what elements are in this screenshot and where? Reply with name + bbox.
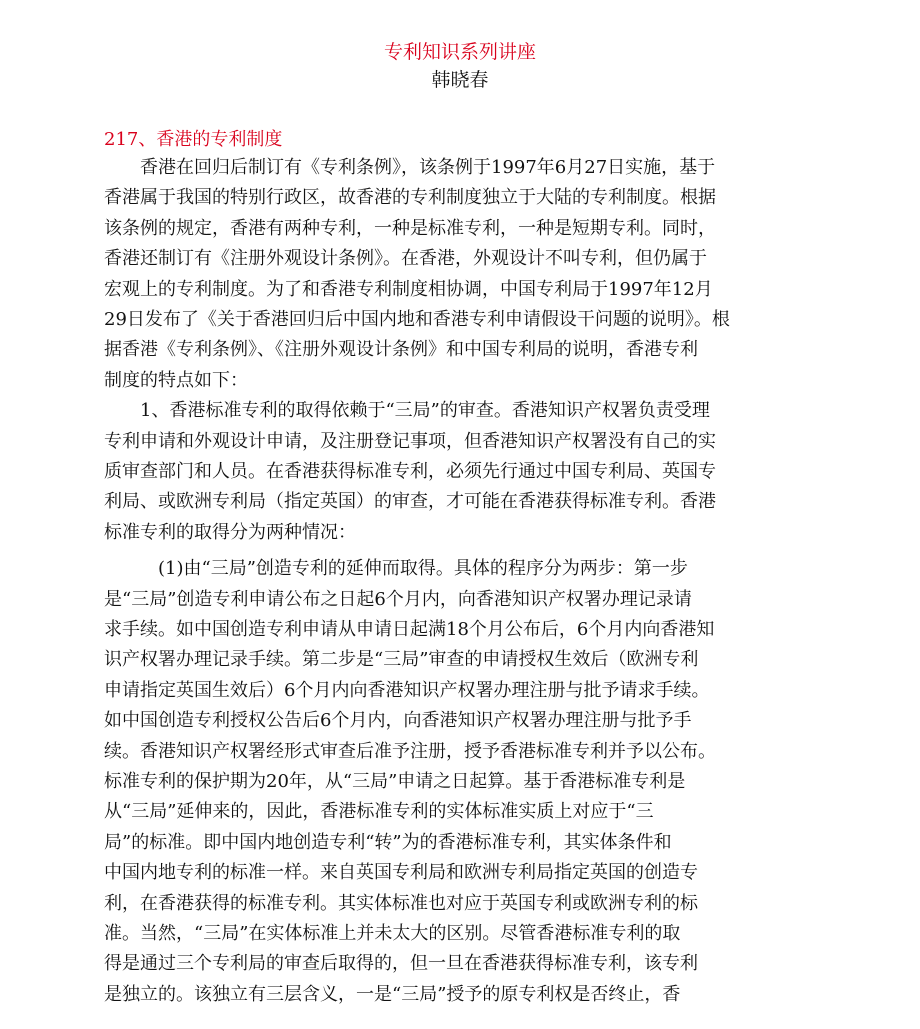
body-line: (1)由“三局”创造专利的延伸而取得。具体的程序分为两步：第一步 (104, 558, 688, 579)
body-line: 局”的标准。即中国内地创造专利“转”为的香港标准专利，其实体条件和 (104, 832, 672, 853)
body-line: 申请指定英国生效后）6个月内向香港知识产权署办理注册与批予请求手续。 (104, 680, 710, 701)
body-line: 从“三局”延伸来的，因此，香港标准专利的实体标准实质上对应于“三 (104, 801, 654, 822)
body-line: 据香港《专利条例》、《注册外观设计条例》和中国专利局的说明，香港专利 (104, 339, 698, 360)
body-line: 标准专利的取得分为两种情况： (104, 522, 356, 543)
body-line: 求手续。如中国创造专利申请从申请日起满18个月公布后，6个月内向香港知 (104, 619, 715, 640)
body-line: 制度的特点如下： (104, 370, 248, 391)
document-title: 专利知识系列讲座 (383, 41, 536, 63)
body-line: 如中国创造专利授权公告后6个月内，向香港知识产权署办理注册与批予手 (104, 710, 692, 731)
document-author: 韩晓春 (431, 69, 489, 91)
body-line: 香港属于我国的特别行政区，故香港的专利制度独立于大陆的专利制度。根据 (104, 187, 716, 208)
body-line: 香港在回归后制订有《专利条例》，该条例于1997年6月27日实施，基于 (104, 157, 716, 178)
body-line: 是“三局”创造专利申请公布之日起6个月内，向香港知识产权署办理记录请 (104, 589, 692, 610)
body-line: 该条例的规定，香港有两种专利，一种是标准专利，一种是短期专利。同时， (104, 218, 716, 239)
body-line: 宏观上的专利制度。为了和香港专利制度相协调，中国专利局于1997年12月 (104, 279, 713, 300)
section-heading: 217、香港的专利制度 (104, 129, 283, 150)
body-line: 29日发布了《关于香港回归后中国内地和香港专利申请假设干问题的说明》。根 (104, 309, 730, 330)
body-line: 专利申请和外观设计申请，及注册登记事项，但香港知识产权署没有自己的实 (104, 431, 716, 452)
body-line: 续。香港知识产权署经形式审查后准予注册，授予香港标准专利并予以公布。 (104, 741, 716, 762)
body-line: 香港还制订有《注册外观设计条例》。在香港，外观设计不叫专利，但仍属于 (104, 248, 707, 269)
body-line: 识产权署办理记录手续。第二步是“三局”审查的申请授权生效后（欧洲专利 (104, 649, 699, 670)
body-line: 中国内地专利的标准一样。来自英国专利局和欧洲专利局指定英国的创造专 (104, 862, 698, 883)
body-line: 质审查部门和人员。在香港获得标准专利，必须先行通过中国专利局、英国专 (104, 461, 716, 482)
body-line: 是独立的。该独立有三层含义，一是“三局”授予的原专利权是否终止，香 (104, 984, 681, 1005)
body-line: 准。当然，“三局”在实体标准上并未太大的区别。尽管香港标准专利的取 (104, 923, 681, 944)
body-line: 1、香港标准专利的取得依赖于“三局”的审查。香港知识产权署负责受理 (104, 400, 710, 421)
body-line: 得是通过三个专利局的审查后取得的，但一旦在香港获得标准专利，该专利 (104, 953, 698, 974)
body-line: 利局、或欧洲专利局（指定英国）的审查，才可能在香港获得标准专利。香港 (104, 491, 716, 512)
body-line: 利，在香港获得的标准专利。其实体标准也对应于英国专利或欧洲专利的标 (104, 893, 698, 914)
body-line: 标准专利的保护期为20年，从“三局”申请之日起算。基于香港标准专利是 (104, 771, 686, 792)
